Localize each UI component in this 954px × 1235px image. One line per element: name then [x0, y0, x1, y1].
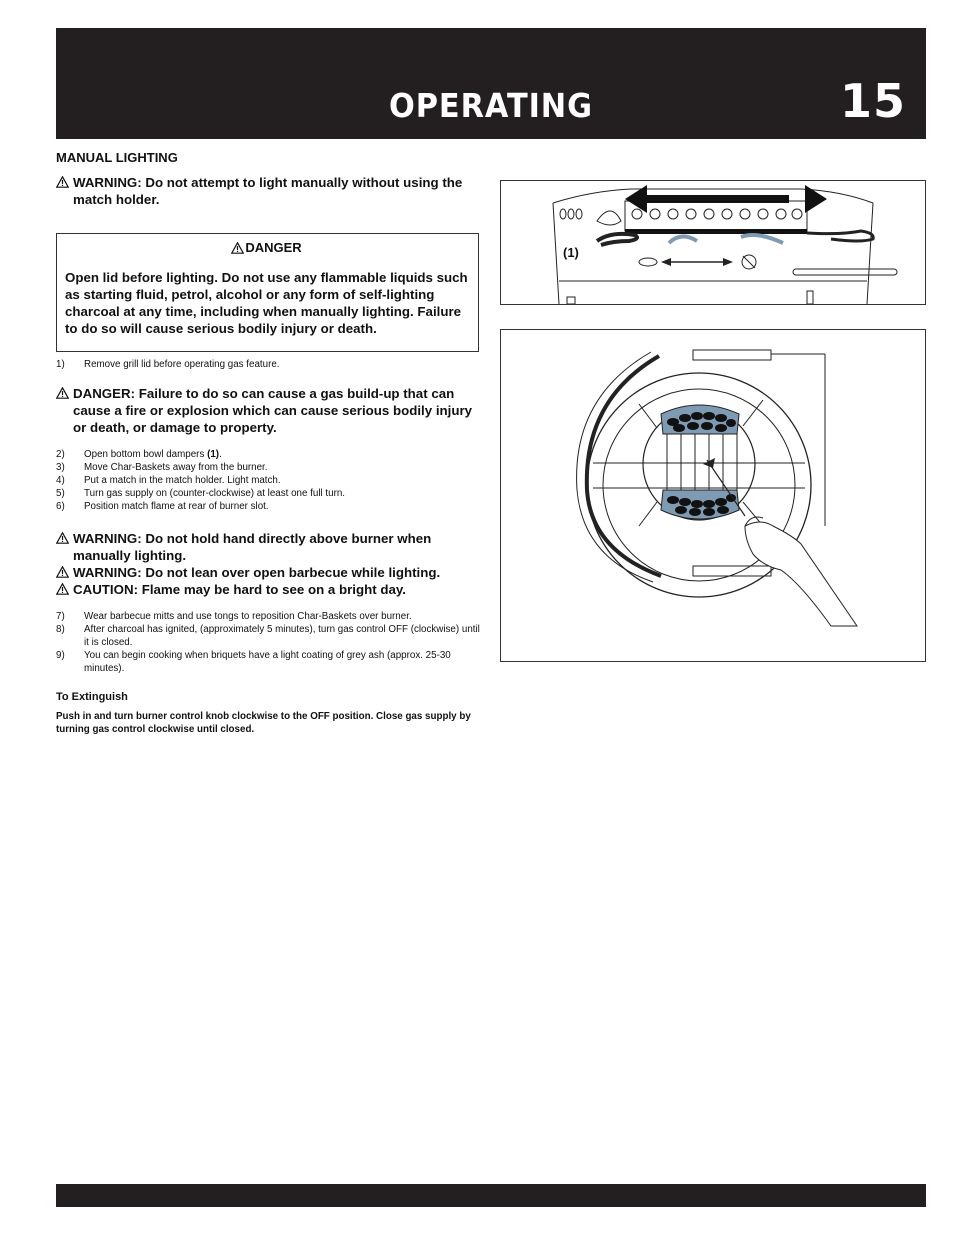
list-item	[56, 358, 481, 371]
step-number: 3)	[56, 462, 65, 473]
danger-text: DANGER: Failure to do so can cause a gas build-up that can cause a fire or explosion which can cause serious bodily injury or death, or damage to property.	[73, 386, 473, 435]
header-bar	[56, 28, 926, 139]
step-text-tail: .	[219, 449, 222, 460]
instructions-column	[56, 150, 481, 736]
step-text: Open bottom bowl dampers	[84, 449, 208, 460]
list-item	[56, 448, 481, 461]
page-number: 15	[839, 74, 906, 128]
warning-triangle-icon	[56, 566, 69, 578]
danger-title-text: DANGER	[245, 240, 302, 255]
warning-triangle-icon	[56, 387, 69, 399]
top-view-illustration	[501, 330, 925, 661]
warning-lean	[56, 564, 481, 581]
caution-flame	[56, 581, 481, 598]
list-item	[56, 610, 481, 623]
step-text: Position match flame at rear of burner slot.	[84, 501, 269, 512]
step-text: Move Char-Baskets away from the burner.	[84, 462, 268, 473]
warnings-group	[56, 530, 481, 598]
list-item	[56, 623, 481, 649]
warning-triangle-icon	[56, 583, 69, 595]
section-heading: MANUAL LIGHTING	[56, 150, 178, 165]
step-number: 2)	[56, 449, 65, 460]
step-text: Turn gas supply on (counter-clockwise) at least one full turn.	[84, 488, 346, 499]
step-text: Remove grill lid before operating gas feature.	[84, 359, 280, 370]
step-number: 7)	[56, 611, 65, 622]
danger-box	[56, 233, 479, 352]
step-list-3	[56, 610, 481, 675]
step-number: 4)	[56, 475, 65, 486]
step-number: 1)	[56, 359, 65, 370]
warning-text: WARNING: Do not lean over open barbecue while lighting.	[73, 565, 441, 580]
step-text: You can begin cooking when briquets have a light coating of grey ash (approx. 25-30 minutes).	[84, 650, 451, 674]
figure-bowl-dampers	[500, 180, 926, 305]
bowl-damper-illustration	[501, 181, 925, 304]
footer-bar	[56, 1184, 926, 1207]
callout-ref: (1)	[207, 449, 220, 460]
danger-title	[65, 240, 468, 255]
figure-top-view-lighting	[500, 329, 926, 662]
list-item	[56, 474, 481, 487]
page-title: OPERATING	[389, 86, 593, 125]
list-item	[56, 649, 481, 675]
step-number: 6)	[56, 501, 65, 512]
warning-hand	[56, 530, 481, 564]
extinguish-heading: To Extinguish	[56, 691, 128, 703]
list-item	[56, 500, 481, 513]
step-text: After charcoal has ignited, (approximately 5 minutes), turn gas control OFF (clockwise) until it is closed.	[84, 624, 480, 648]
danger-body: Open lid before lighting. Do not use any flammable liquids such as starting fluid, petrol, alcohol or any form of self-lighting charcoal at any time, including when manually lighting. Failure to do so will cause serious bodily injury or death.	[65, 270, 468, 336]
callout-label: (1)	[563, 245, 579, 260]
step-text: Wear barbecue mitts and use tongs to reposition Char-Baskets over burner.	[84, 611, 412, 622]
danger-gas-buildup	[56, 385, 481, 436]
list-item	[56, 461, 481, 474]
extinguish-text: Push in and turn burner control knob clockwise to the OFF position. Close gas supply by turning gas control clockwise until closed.	[56, 711, 471, 735]
step-number: 8)	[56, 624, 65, 635]
step-number: 5)	[56, 488, 65, 499]
caution-text: CAUTION: Flame may be hard to see on a bright day.	[73, 582, 406, 597]
list-item	[56, 487, 481, 500]
step-list-1	[56, 358, 481, 371]
warning-text: WARNING: Do not attempt to light manually without using the match holder.	[73, 175, 463, 207]
step-text: Put a match in the match holder. Light match.	[84, 475, 281, 486]
step-number: 9)	[56, 650, 65, 661]
warning-text: WARNING: Do not hold hand directly above burner when manually lighting.	[73, 531, 432, 563]
warning-match-holder	[56, 174, 481, 208]
step-list-2	[56, 448, 481, 513]
warning-triangle-icon	[56, 176, 69, 188]
warning-triangle-icon	[231, 242, 244, 254]
warning-triangle-icon	[56, 532, 69, 544]
